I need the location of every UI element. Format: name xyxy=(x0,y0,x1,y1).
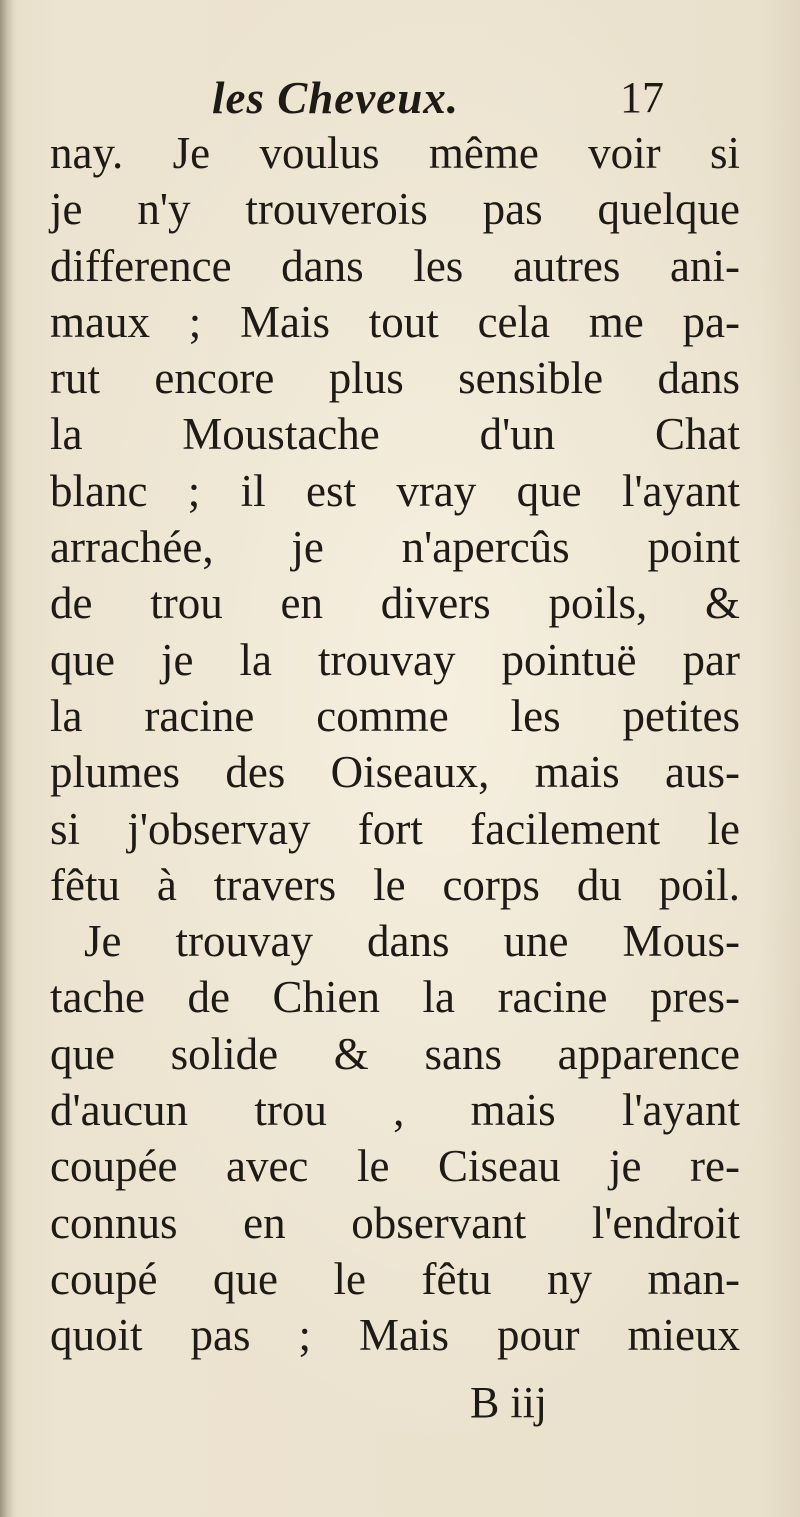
text-line: nay. Je voulus même voir si xyxy=(50,128,740,178)
text-line: plumes des Oiseaux, mais aus- xyxy=(50,747,740,798)
body-text xyxy=(50,125,740,1364)
page-number: 17 xyxy=(620,73,664,122)
text-line: difference dans les autres ani- xyxy=(50,240,740,291)
running-title: les Cheveux. xyxy=(212,73,459,123)
text-line: rut encore plus sensible dans xyxy=(50,353,740,404)
text-line: si j'observay fort facilement le xyxy=(50,803,740,854)
text-line: la racine comme les petites xyxy=(50,690,740,741)
text-line: que solide & sans apparence xyxy=(50,1028,740,1079)
text-line: que je la trouvay pointuë par xyxy=(50,634,740,685)
text-line: tache de Chien la racine pres- xyxy=(50,972,740,1023)
text-line: d'aucun trou , mais l'ayant xyxy=(50,1085,740,1136)
text-line: maux ; Mais tout cela me pa- xyxy=(50,296,740,347)
text-line: connus en observant l'endroit xyxy=(50,1197,740,1248)
text-line-paragraph-start: Je trouvay dans une Mous- xyxy=(84,916,740,967)
page-gutter xyxy=(0,0,14,1517)
text-line: de trou en divers poils, & xyxy=(50,578,740,629)
page-header xyxy=(0,62,800,132)
text-line: je n'y trouverois pas quelque xyxy=(50,184,740,235)
text-line: coupée avec le Ciseau je re- xyxy=(50,1141,740,1192)
text-line: arrachée, je n'apercûs point xyxy=(50,522,740,573)
text-line: coupé que le fêtu ny man- xyxy=(50,1253,740,1304)
signature-mark: B iij xyxy=(470,1378,548,1427)
text-line: la Moustache d'un Chat xyxy=(50,409,740,460)
text-line: fêtu à travers le corps du poil. xyxy=(50,859,740,910)
text-line: quoit pas ; Mais pour mieux xyxy=(50,1310,740,1361)
text-line: blanc ; il est vray que l'ayant xyxy=(50,465,740,516)
